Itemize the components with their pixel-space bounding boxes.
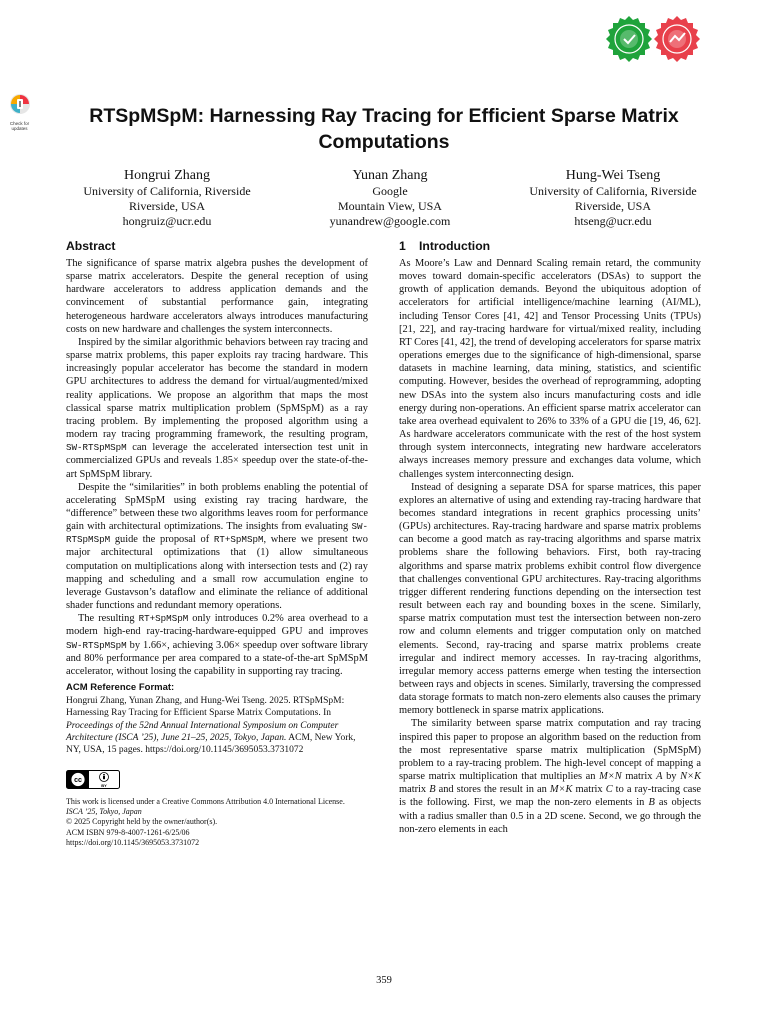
acm-reference-text: Hongrui Zhang, Yunan Zhang, and Hung-Wei Tseng. 2025. RTSpMSpM: Harnessing Ray Tracing for Efficient Sparse Matrix Computations. In Proceedings of the 52nd Annual International Symposium on Computer Architecture (ISCA ’25), June 21–25, 2025, Tokyo, Japan. ACM, New York, NY, USA, 15 pages. https://doi.org/10.1145/3695053.3731072 (66, 696, 356, 756)
paper-title: RTSpMSpM: Harnessing Ray Tracing for Efficient Sparse Matrix Computations (89, 105, 679, 153)
author-name: Hongrui Zhang (124, 168, 210, 183)
abstract-paragraph-1: The significance of sparse matrix algebra pushes the development of sparse matrix accelerators. Despite the general reception of using hardware accelerators to address application demands and the convincement of substantial performance gain, integrating heterogeneous hardware accelerators always introduces manufacturing costs on new hardware and challenges the system interconnects. (66, 258, 368, 335)
author-affiliation: University of California, Riverside (83, 184, 251, 198)
svg-text:BY: BY (101, 783, 107, 789)
author-location: Mountain View, USA (338, 199, 442, 213)
author-affiliation: Google (372, 184, 408, 198)
abstract-heading: Abstract (66, 239, 116, 253)
license-text: This work is licensed under a Creative Commons Attribution 4.0 International License. ISCA ’25, Tokyo, Japan © 2025 Copyright held by the owner/author(s). ACM ISBN 979-8-4007-1261-6/25/06 https://doi.org/10.1145/3695053.3731072 (66, 797, 368, 849)
intro-paragraph-3: The similarity between sparse matrix computation and ray tracing inspired this paper to propose an algorithm based on the reduction from the most representative sparse matrix multiplication (SpMSpM) problem to a ray-tracing problem. The high-level concept of mapping a sparse matrix multiplication that multiplies an M×N matrix A by N×K matrix B and stores the result in an M×K matrix C to a ray-tracing case is the following. First, we map the non-zero elements in B as objects with a radius smaller than 0.5 in a 2D scene. Second, we go through the non-zero elements in each (399, 718, 701, 835)
code-term: RT+SpMSpM (138, 613, 189, 625)
author-location: Riverside, USA (575, 199, 651, 213)
author-3 (508, 167, 718, 229)
svg-text:cc: cc (74, 777, 82, 785)
author-name: Hung-Wei Tseng (565, 168, 661, 183)
author-1 (62, 167, 272, 229)
abstract-paragraph-3: Despite the “similarities” in both problems enabling the potential of accelerating SpMSpM using existing ray tracing hardware, the “difference” between these two algorithms leaves room for performance gain with architectural optimizations. The insights from evaluating SW-RTSpMSpM guide the proposal of RT+SpMSpM, where we present two major architectural optimizations that (1) allow simultaneous computation on multiplications along with intersection tests and (2) ray mapping and scheduling and a small row accumulation engine to leverage Gustavson’s dataflow and eliminate the reliance of additional shader functions and redundant memory operations. (66, 481, 368, 612)
author-name: Yunan Zhang (352, 168, 428, 183)
acm-reference-heading: ACM Reference Format: (66, 682, 175, 693)
author-block (62, 167, 718, 229)
artifact-badge-green (606, 16, 652, 62)
right-column (399, 238, 701, 836)
author-email: hongruiz@ucr.edu (122, 214, 212, 228)
license-block (66, 770, 368, 848)
author-email: htseng@ucr.edu (574, 214, 652, 228)
doi-link[interactable]: https://doi.org/10.1145/3695053.3731072 (66, 838, 200, 848)
code-term: SW-RTSpMSpM (66, 442, 127, 454)
crossmark-label: Check for updates (9, 121, 30, 131)
page-number: 359 (376, 975, 392, 986)
author-email: yunandrew@google.com (329, 214, 451, 228)
left-column (66, 238, 368, 849)
introduction-heading: 1 Introduction (399, 239, 491, 253)
author-2 (285, 167, 495, 229)
author-affiliation: University of California, Riverside (529, 184, 697, 198)
code-term: SW-RTSpMSpM (66, 639, 127, 651)
crossmark-icon (9, 93, 31, 115)
artifact-badge-red (654, 16, 700, 62)
intro-paragraph-1: As Moore’s Law and Dennard Scaling remain retard, the community moves toward domain-specific accelerators (DSAs) to support the growth of application demands. Beyond the ubiquitous adoption of accelerators for artificial intelligence/machine learning (AI/ML), including Tensor Cores [41, 42] and Tensor Processing Units (TPUs) [21, 22], and ray-tracing hardware for virtual/mixed reality, including RT Cores [41, 42], the trend of developing accelerators for sparse matrix operations emerges due to the significance of high-dimensional, sparse datasets in machine learning, data mining, statistics, and scientific computing. However, besides the overhead of reprogramming, adopting new DSAs into the system also incurs manufacturing costs and idle energy during non-operations. An efficient sparse matrix accelerator can take area overhead equivalent to 26% to 33% of a GPU die [19, 46, 62]. As hardware accelerators communicate with the rest of the host system through system interconnects, integrating new hardware accelerators always increases memory pressure and exchanges data volume, which challenges system interconnecting design. (399, 258, 701, 480)
check-for-updates-button[interactable] (5, 93, 34, 131)
abstract-paragraph-4: The resulting RT+SpMSpM only introduces 0.2% area overhead to a modern high-end ray-tracing-hardware-equipped GPU and improves SW-RTSpMSpM by 1.66×, achieving 3.06× speedup over software library and 80% performance per area compared to a state-of-the-art SpMSpM accelerator, without losing the capability in supporting ray tracing. (66, 613, 368, 677)
code-term: SW-RTSpMSpM (66, 521, 368, 546)
intro-paragraph-2: Instead of designing a separate DSA for sparse matrices, this paper explores an alternative of using and extending ray-tracing hardware that becomes standard integrations in recent graphics processing units’ (GPUs) architectures. Ray-tracing hardware and sparse matrix problems can become a good match as ray-tracing algorithms and sparse matrix problems share the following behaviors. First, both ray-tracing algorithms and sparse matrix problems exhibit control flow divergence that challenges conventional GPU architectures. Ray-tracing algorithms trigger different rendering functions depending on the intersection test result between each ray and bounding boxes in the scene. Similarly, sparse matrix computation must test the intersection between non-zero row and column elements and trigger computation only on matched elements. Second, ray-tracing and sparse matrix problems create irregular and indirect memory accesses. In ray-tracing algorithms, irregular memory access patterns emerge when testing the intersection between rays and objects in scenes. Similarly, traversing the compressed data storage formats to match non-zero elements also causes the primary memory bottleneck in sparse matrix applications. (399, 481, 701, 717)
author-location: Riverside, USA (129, 199, 205, 213)
code-term: RT+SpMSpM (213, 534, 264, 546)
creative-commons-by-icon[interactable] (66, 770, 120, 789)
artifact-badges (606, 16, 700, 62)
abstract-paragraph-2: Inspired by the similar algorithmic behaviors between ray tracing and sparse matrix problems, this paper exploits ray tracing hardware. This increasingly popular accelerator has become the standard in modern GPU architectures to address the demand for virtual/augmented/mixed reality applications. We propose an algorithm that maps the most classical sparse matrix multiplication problem (SpMSpM) as a ray tracing problem. By implementing the proposed algorithm using a modern ray tracing programming framework, the resulting program, SW-RTSpMSpM can leverage the accelerated intersection test unit in commercialized GPUs and reveals 1.85× speedup over the state-of-the-art SpMSpM library. (66, 336, 368, 480)
